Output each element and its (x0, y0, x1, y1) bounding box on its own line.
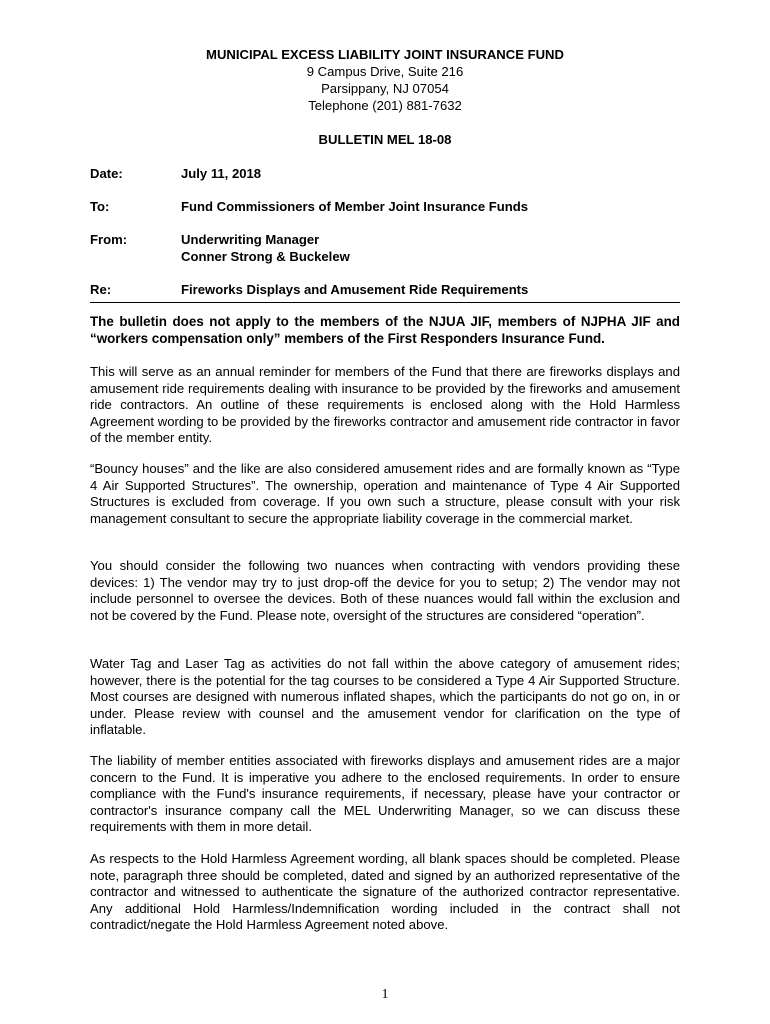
notice-paragraph: The bulletin does not apply to the members of the NJUA JIF, members of NJPHA JIF and “workers compensation only” members of the First Responders Insurance Fund. (90, 314, 680, 346)
body-paragraph: You should consider the following two nuances when contracting with vendors providing these devices: 1) The vendor may try to just drop-off the device for you to setup; 2) The vendor may not include personnel to oversee the devices. Both of these nuances would fall within the exclusion and not be covered by the Fund. Please note, oversight of the structures are considered “operation”. (90, 558, 680, 623)
date-label: Date: (90, 166, 123, 181)
address-line-1: 9 Campus Drive, Suite 216 (306, 64, 464, 79)
body-paragraph: This will serve as an annual reminder for members of the Fund that there are fireworks displays and amusement ride requirements dealing with insurance to be provided by the fireworks and amusement ride contractors. An outline of these requirements is enclosed along with the Hold Harmless Agreement wording to be provided by the fireworks contractor and amusement ride contractor in favor of the member entity. (90, 364, 680, 445)
body-paragraph: The liability of member entities associated with fireworks displays and amusement rides are a major concern to the Fund. It is imperative you adhere to the enclosed requirements. In order to ensure compliance with the Fund's insurance requirements, if necessary, please have your contractor or contractor's insurance company call the MEL Underwriting Manager, so we can discuss these requirements with them in more detail. (90, 753, 680, 834)
organization-name: MUNICIPAL EXCESS LIABILITY JOINT INSURANCE FUND (206, 47, 564, 62)
to-value: Fund Commissioners of Member Joint Insurance Funds (181, 199, 529, 214)
body-paragraph: Water Tag and Laser Tag as activities do not fall within the above category of amusement rides; however, there is the potential for the tag courses to be considered a Type 4 Air Supported Structure. Most courses are designed with numerous inflated shapes, which the participants do not go on, in or under. Please review with counsel and the amusement vendor for clarification on the type of inflatable. (90, 656, 680, 737)
re-label: Re: (90, 282, 112, 297)
from-value-line2: Conner Strong & Buckelew (181, 249, 350, 264)
date-value: July 11, 2018 (181, 166, 262, 181)
address-line-2: Parsippany, NJ 07054 (321, 81, 449, 96)
telephone: Telephone (201) 881-7632 (308, 98, 462, 113)
body-paragraph: As respects to the Hold Harmless Agreement wording, all blank spaces should be completed. Please note, paragraph three should be completed, dated and signed by an authorized representative of the contractor and witnessed to authenticate the signature of the authorized contractor representative. Any additional Hold Harmless/Indemnification wording included in the contract shall not contradict/negate the Hold Harmless Agreement noted above. (90, 851, 680, 932)
divider-rule (90, 302, 680, 303)
re-value: Fireworks Displays and Amusement Ride Requirements (181, 282, 529, 297)
to-label: To: (90, 199, 110, 214)
bulletin-number: BULLETIN MEL 18-08 (318, 132, 452, 147)
body-paragraph: “Bouncy houses” and the like are also considered amusement rides and are formally known as “Type 4 Air Supported Structures”. The ownership, operation and maintenance of Type 4 Air Supported Structures is excluded from coverage. If you own such a structure, please consult with your risk management consultant to secure the appropriate liability coverage in the commercial market. (90, 461, 680, 526)
from-value-line1: Underwriting Manager (181, 232, 320, 247)
from-label: From: (90, 232, 128, 247)
page-number: 1 (381, 987, 389, 1002)
